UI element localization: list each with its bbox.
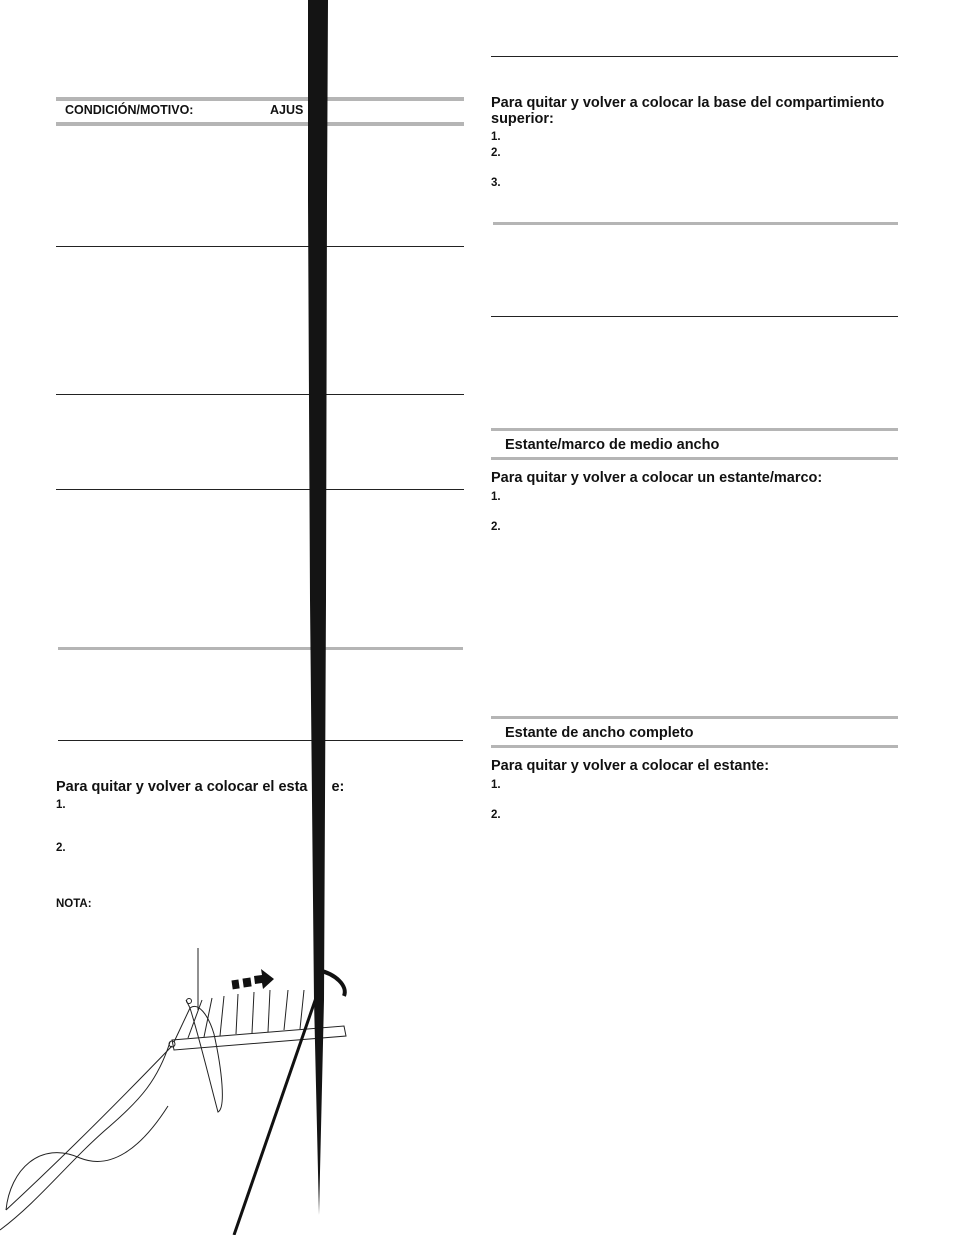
step-number: 1. (56, 799, 66, 811)
half-width-title: Estante/marco de medio ancho (505, 437, 720, 453)
shelf-heading-left: Para quitar y volver a colocar el esta e: (56, 779, 345, 795)
arrow-right-icon (231, 969, 274, 989)
table-header-adjust: AJUS (270, 103, 304, 117)
section-rule-bottom (58, 740, 463, 741)
step-number: 2. (56, 842, 66, 854)
top-rule-right (491, 56, 898, 57)
section-rule (58, 647, 463, 650)
step-number: 1. (491, 131, 501, 143)
section-title-rule-bottom (491, 457, 898, 460)
column-divider-shape (290, 0, 340, 1235)
section-rule (493, 222, 898, 225)
table-header-condition: CONDICIÓN/MOTIVO: (65, 103, 194, 117)
full-width-heading: Para quitar y volver a colocar el estante: (491, 758, 770, 774)
full-width-title: Estante de ancho completo (505, 725, 694, 741)
finger-outline (190, 1006, 222, 1112)
half-width-heading: Para quitar y volver a colocar un estante/marco: (491, 470, 823, 486)
table-top-rule (56, 97, 464, 101)
section-title-rule-top (491, 716, 898, 719)
table-header-rule (56, 122, 464, 126)
table-row-divider (56, 394, 464, 395)
step-number: 2. (491, 521, 501, 533)
step-number: 1. (491, 779, 501, 791)
step-number: 1. (491, 491, 501, 503)
note-label: NOTA: (56, 898, 92, 910)
section-title-rule-bottom (491, 745, 898, 748)
section-title-rule-top (491, 428, 898, 431)
step-number: 2. (491, 147, 501, 159)
section-rule-bottom (491, 316, 898, 317)
crisper-heading: Para quitar y volver a colocar la base del compartimiento superior: (491, 95, 885, 127)
step-number: 2. (491, 809, 501, 821)
table-row-divider (56, 246, 464, 247)
step-number: 3. (491, 177, 501, 189)
table-row-divider (56, 489, 464, 490)
